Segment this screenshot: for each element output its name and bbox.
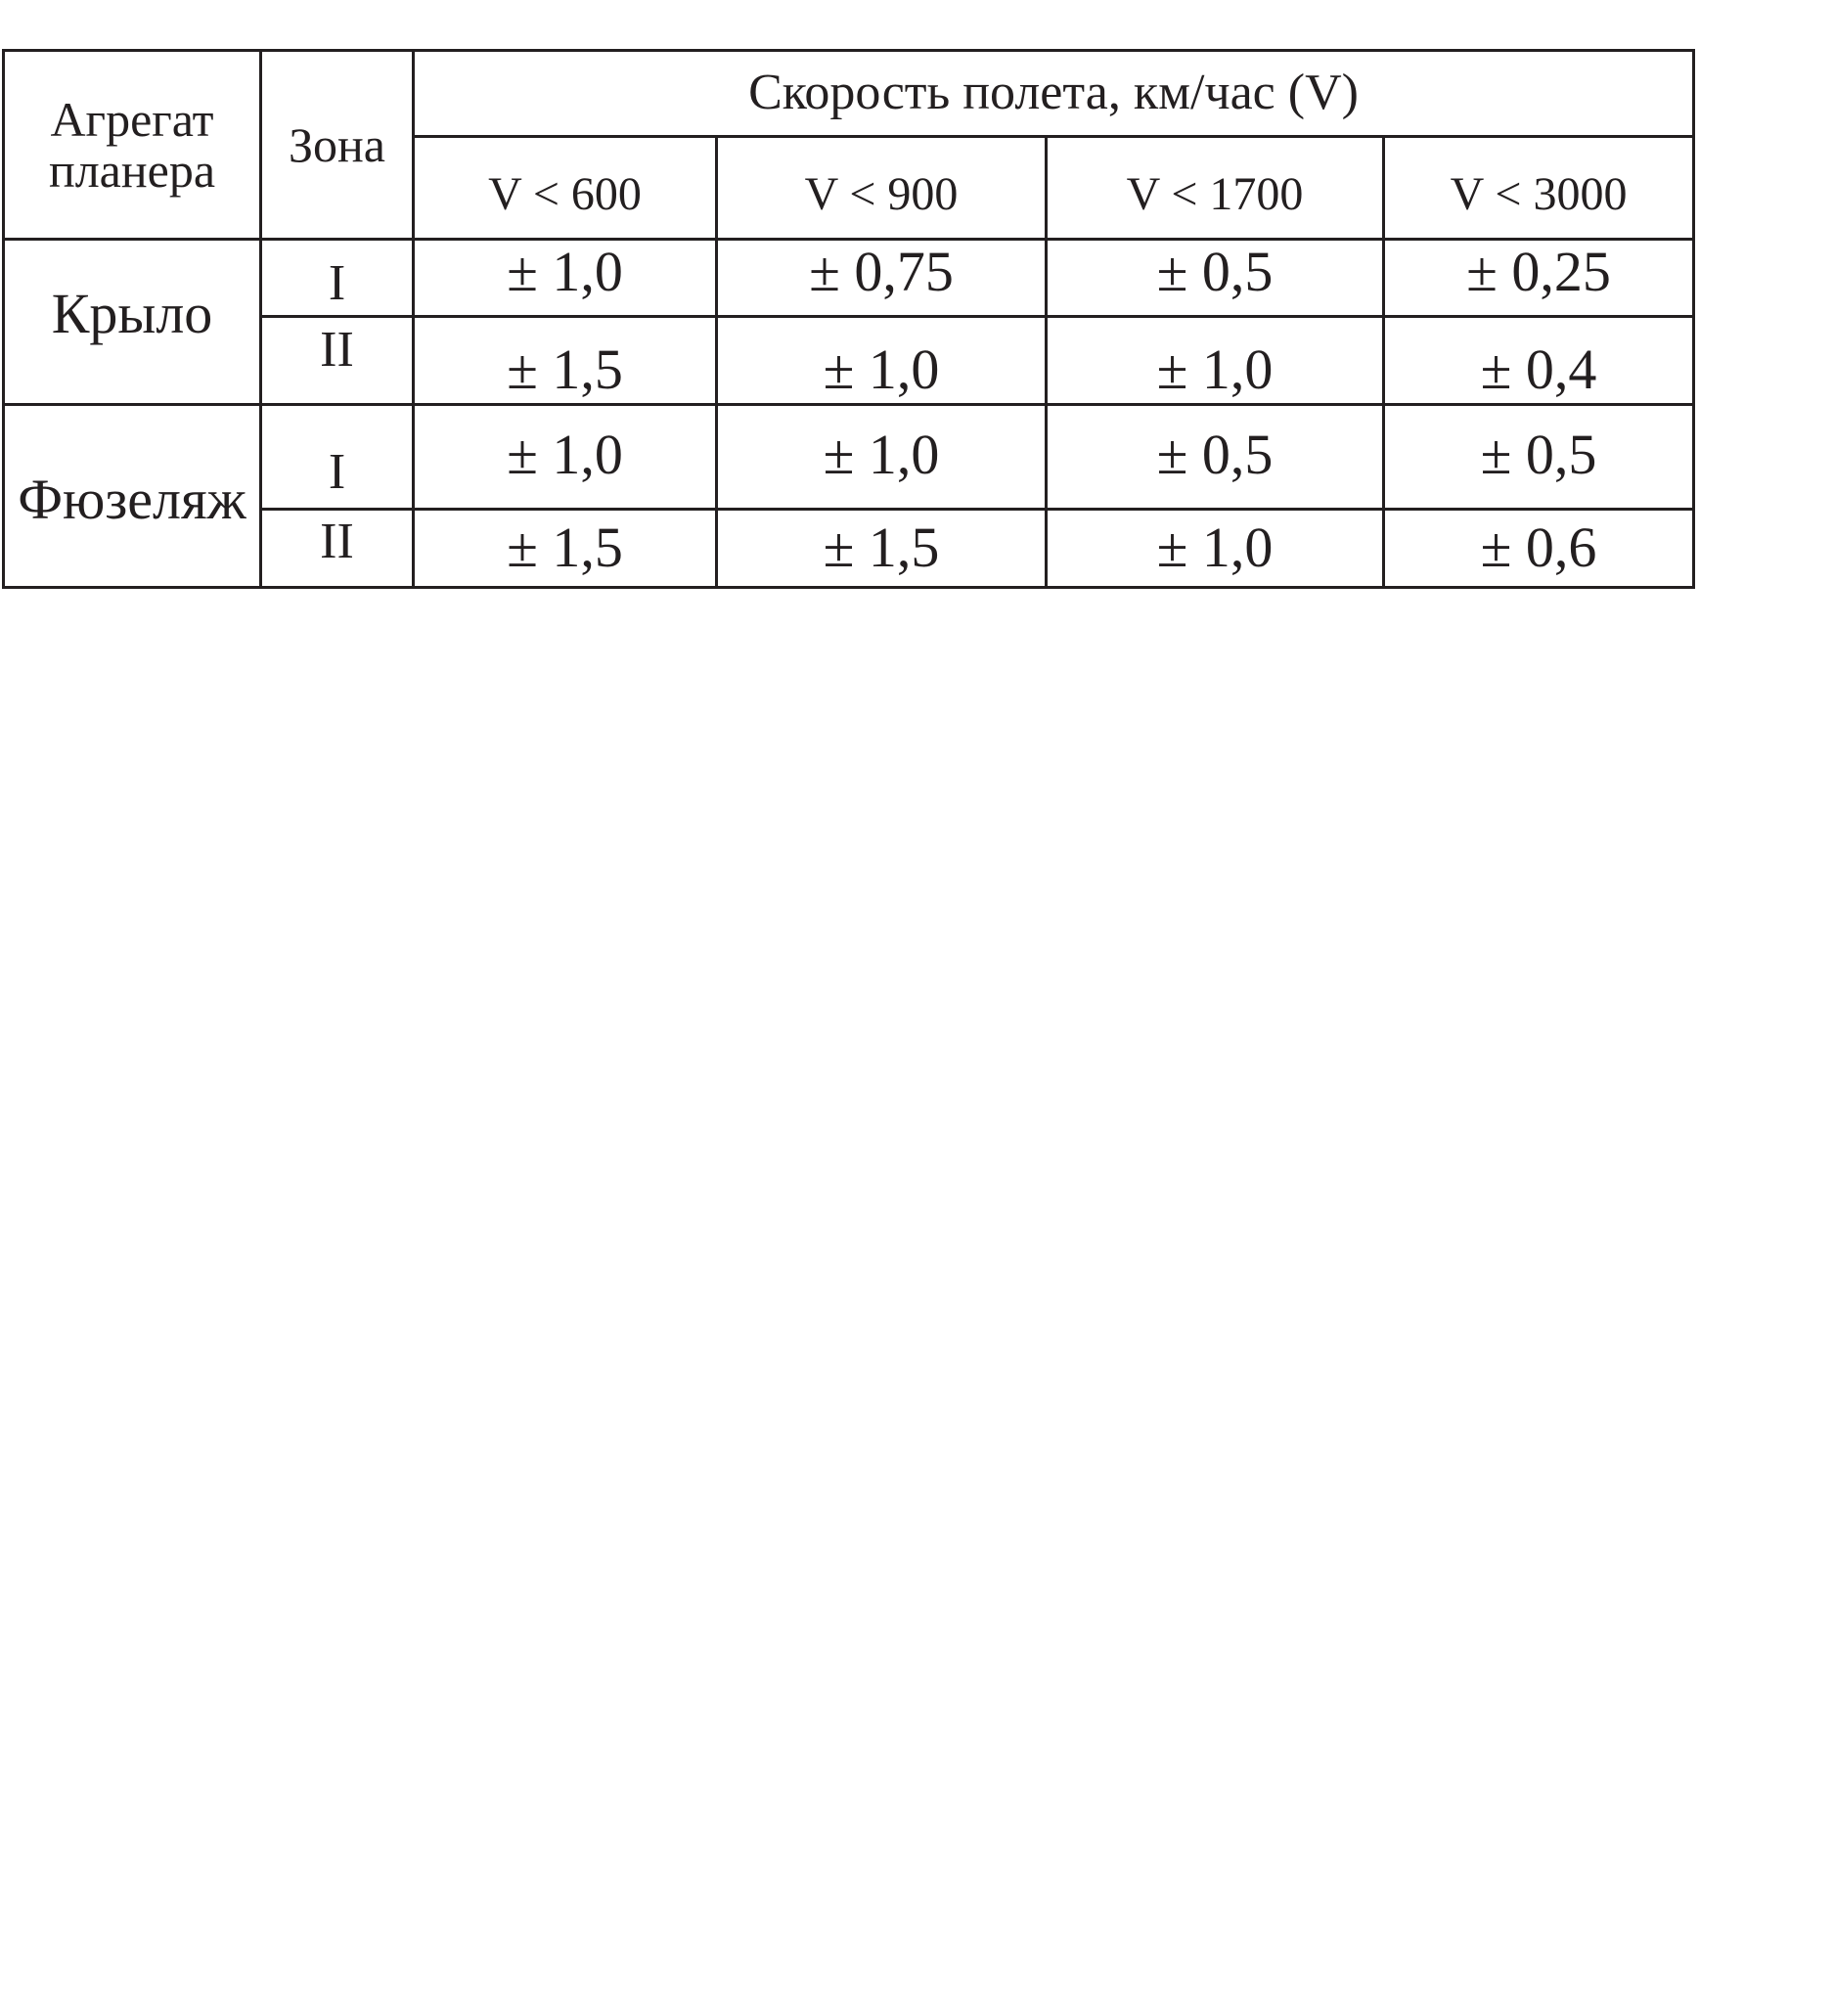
header-speed-range: V < 3000 <box>1384 137 1694 240</box>
value-text: ± 1,0 <box>823 337 940 402</box>
value-text: ± 1,5 <box>507 337 623 402</box>
table-row <box>4 240 1694 317</box>
value-cell <box>414 405 717 510</box>
value-text: ± 0,5 <box>1156 422 1274 486</box>
header-speed-group <box>414 51 1694 137</box>
header-speed-range: V < 900 <box>717 137 1047 240</box>
value-cell <box>717 510 1047 588</box>
value-text: ± 1,0 <box>1156 515 1274 580</box>
zone-cell <box>261 510 414 588</box>
header-unit-line1: Агрегат <box>50 91 214 147</box>
zone-label: I <box>328 443 346 500</box>
value-text: ± 1,5 <box>507 515 623 580</box>
value-cell <box>1384 317 1694 405</box>
value-text: ± 0,4 <box>1480 337 1597 402</box>
value-cell <box>414 317 717 405</box>
value-cell <box>717 317 1047 405</box>
value-cell <box>1047 510 1384 588</box>
header-zone <box>261 51 414 240</box>
value-cell <box>414 240 717 317</box>
value-text: ± 1,0 <box>823 422 940 486</box>
zone-label: II <box>320 322 354 379</box>
value-cell <box>1047 317 1384 405</box>
unit-label: Крыло <box>51 281 213 345</box>
value-text: ± 0,75 <box>809 239 954 303</box>
value-cell <box>717 240 1047 317</box>
value-text: ± 0,5 <box>1156 239 1274 303</box>
zone-cell <box>261 405 414 510</box>
unit-label: Фюзеляж <box>18 467 246 531</box>
table-row <box>4 405 1694 510</box>
value-cell <box>717 405 1047 510</box>
value-text: ± 0,6 <box>1480 515 1597 580</box>
zone-cell <box>261 240 414 317</box>
zone-label: II <box>320 514 354 570</box>
value-cell <box>1047 405 1384 510</box>
tolerance-table <box>2 49 1695 589</box>
unit-cell <box>4 405 261 588</box>
unit-cell <box>4 240 261 405</box>
value-cell <box>1384 510 1694 588</box>
zone-cell <box>261 317 414 405</box>
header-unit <box>4 51 261 240</box>
value-cell <box>414 510 717 588</box>
header-speed-label: Скорость полета, км/час (V) <box>748 65 1359 121</box>
value-text: ± 0,25 <box>1466 239 1611 303</box>
header-speed-range: V < 1700 <box>1047 137 1384 240</box>
value-text: ± 1,0 <box>1156 337 1274 402</box>
value-cell <box>1384 405 1694 510</box>
value-text: ± 1,0 <box>507 422 623 486</box>
value-text: ± 1,0 <box>507 239 623 303</box>
header-zone-label: Зона <box>289 116 385 172</box>
value-text: ± 0,5 <box>1480 422 1597 486</box>
value-text: ± 1,5 <box>823 515 940 580</box>
header-speed-range: V < 600 <box>414 137 717 240</box>
header-row-1 <box>4 51 1694 137</box>
value-cell <box>1047 240 1384 317</box>
zone-label: I <box>328 254 346 311</box>
header-unit-line2: планера <box>48 143 216 198</box>
value-cell <box>1384 240 1694 317</box>
